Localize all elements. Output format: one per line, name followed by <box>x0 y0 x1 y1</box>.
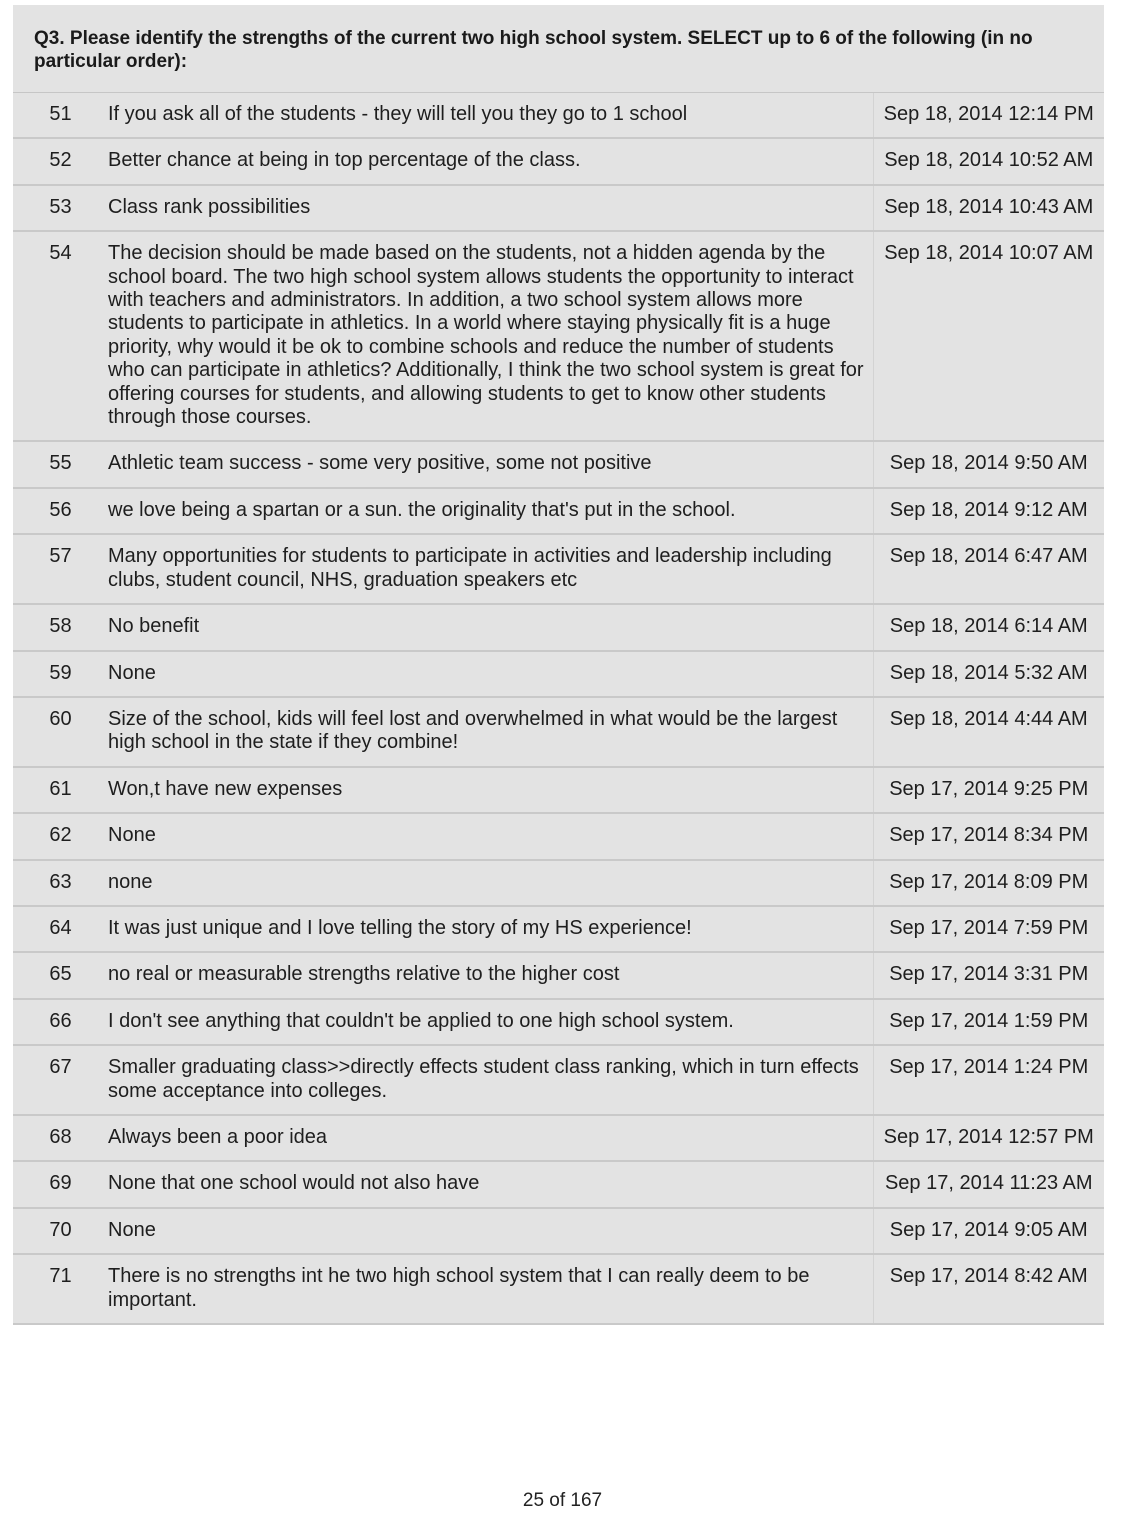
response-text: None <box>108 1208 873 1254</box>
table-row <box>13 1208 1104 1254</box>
response-date: Sep 18, 2014 10:07 AM <box>873 231 1104 441</box>
table-row <box>13 906 1104 952</box>
responses-table <box>13 93 1104 1325</box>
table-row <box>13 697 1104 767</box>
question-heading: Q3. Please identify the strengths of the current two high school system. SELECT up to 6 of the following (in no particular order): <box>13 5 1104 93</box>
response-date: Sep 18, 2014 10:43 AM <box>873 185 1104 231</box>
table-row <box>13 999 1104 1045</box>
table-row <box>13 1115 1104 1161</box>
table-row <box>13 767 1104 813</box>
response-text: Smaller graduating class>>directly effects student class ranking, which in turn effects some acceptance into colleges. <box>108 1045 873 1115</box>
response-number: 68 <box>13 1115 108 1161</box>
response-date: Sep 17, 2014 11:23 AM <box>873 1161 1104 1207</box>
response-date: Sep 17, 2014 8:34 PM <box>873 813 1104 859</box>
response-date: Sep 18, 2014 6:14 AM <box>873 604 1104 650</box>
response-date: Sep 18, 2014 12:14 PM <box>873 93 1104 138</box>
response-text: I don't see anything that couldn't be applied to one high school system. <box>108 999 873 1045</box>
response-date: Sep 18, 2014 9:50 AM <box>873 441 1104 487</box>
survey-panel <box>13 5 1104 1325</box>
response-number: 61 <box>13 767 108 813</box>
table-row <box>13 651 1104 697</box>
response-text: no real or measurable strengths relative to the higher cost <box>108 952 873 998</box>
response-date: Sep 18, 2014 6:47 AM <box>873 534 1104 604</box>
response-number: 59 <box>13 651 108 697</box>
response-number: 62 <box>13 813 108 859</box>
response-text: None <box>108 651 873 697</box>
response-text: It was just unique and I love telling the story of my HS experience! <box>108 906 873 952</box>
response-date: Sep 18, 2014 9:12 AM <box>873 488 1104 534</box>
response-number: 64 <box>13 906 108 952</box>
response-date: Sep 18, 2014 4:44 AM <box>873 697 1104 767</box>
table-row <box>13 441 1104 487</box>
response-number: 69 <box>13 1161 108 1207</box>
response-number: 60 <box>13 697 108 767</box>
table-row <box>13 138 1104 184</box>
response-text: we love being a spartan or a sun. the originality that's put in the school. <box>108 488 873 534</box>
response-date: Sep 17, 2014 3:31 PM <box>873 952 1104 998</box>
response-text: none <box>108 860 873 906</box>
response-date: Sep 18, 2014 5:32 AM <box>873 651 1104 697</box>
response-text: Many opportunities for students to participate in activities and leadership including clubs, student council, NHS, graduation speakers etc <box>108 534 873 604</box>
table-row <box>13 813 1104 859</box>
table-row <box>13 231 1104 441</box>
response-date: Sep 17, 2014 1:24 PM <box>873 1045 1104 1115</box>
response-number: 57 <box>13 534 108 604</box>
page-number: 25 of 167 <box>522 1490 603 1511</box>
response-date: Sep 17, 2014 8:09 PM <box>873 860 1104 906</box>
response-text: No benefit <box>108 604 873 650</box>
response-text: Won,t have new expenses <box>108 767 873 813</box>
response-date: Sep 17, 2014 8:42 AM <box>873 1254 1104 1324</box>
response-number: 55 <box>13 441 108 487</box>
table-row <box>13 534 1104 604</box>
response-text: None that one school would not also have <box>108 1161 873 1207</box>
response-date: Sep 17, 2014 12:57 PM <box>873 1115 1104 1161</box>
response-text: The decision should be made based on the students, not a hidden agenda by the school board. The two high school system allows students the opportunity to interact with teachers and administrators. In addition, a two school system allows more students to participate in athletics. In a world where staying physically fit is a huge priority, why would it be ok to combine schools and reduce the number of students who can participate in athletics? Additionally, I think the two school system is great for offering courses for students, and allowing students to get to know other students through those courses. <box>108 231 873 441</box>
table-row <box>13 185 1104 231</box>
table-row <box>13 1254 1104 1324</box>
table-row <box>13 1045 1104 1115</box>
responses-body <box>13 93 1104 1324</box>
response-number: 71 <box>13 1254 108 1324</box>
table-row <box>13 488 1104 534</box>
table-row <box>13 860 1104 906</box>
response-number: 58 <box>13 604 108 650</box>
response-text: There is no strengths int he two high school system that I can really deem to be important. <box>108 1254 873 1324</box>
response-date: Sep 18, 2014 10:52 AM <box>873 138 1104 184</box>
response-number: 54 <box>13 231 108 441</box>
response-number: 70 <box>13 1208 108 1254</box>
response-number: 65 <box>13 952 108 998</box>
response-text: Class rank possibilities <box>108 185 873 231</box>
response-number: 56 <box>13 488 108 534</box>
table-row <box>13 1161 1104 1207</box>
response-text: Athletic team success - some very positive, some not positive <box>108 441 873 487</box>
response-text: Better chance at being in top percentage of the class. <box>108 138 873 184</box>
response-date: Sep 17, 2014 1:59 PM <box>873 999 1104 1045</box>
response-text: Size of the school, kids will feel lost and overwhelmed in what would be the largest high school in the state if they combine! <box>108 697 873 767</box>
response-text: If you ask all of the students - they will tell you they go to 1 school <box>108 93 873 138</box>
response-date: Sep 17, 2014 9:05 AM <box>873 1208 1104 1254</box>
response-date: Sep 17, 2014 7:59 PM <box>873 906 1104 952</box>
response-date: Sep 17, 2014 9:25 PM <box>873 767 1104 813</box>
response-number: 53 <box>13 185 108 231</box>
table-row <box>13 604 1104 650</box>
response-number: 63 <box>13 860 108 906</box>
response-number: 52 <box>13 138 108 184</box>
response-text: None <box>108 813 873 859</box>
response-text: Always been a poor idea <box>108 1115 873 1161</box>
table-row <box>13 952 1104 998</box>
table-row <box>13 93 1104 138</box>
response-number: 51 <box>13 93 108 138</box>
response-number: 67 <box>13 1045 108 1115</box>
response-number: 66 <box>13 999 108 1045</box>
